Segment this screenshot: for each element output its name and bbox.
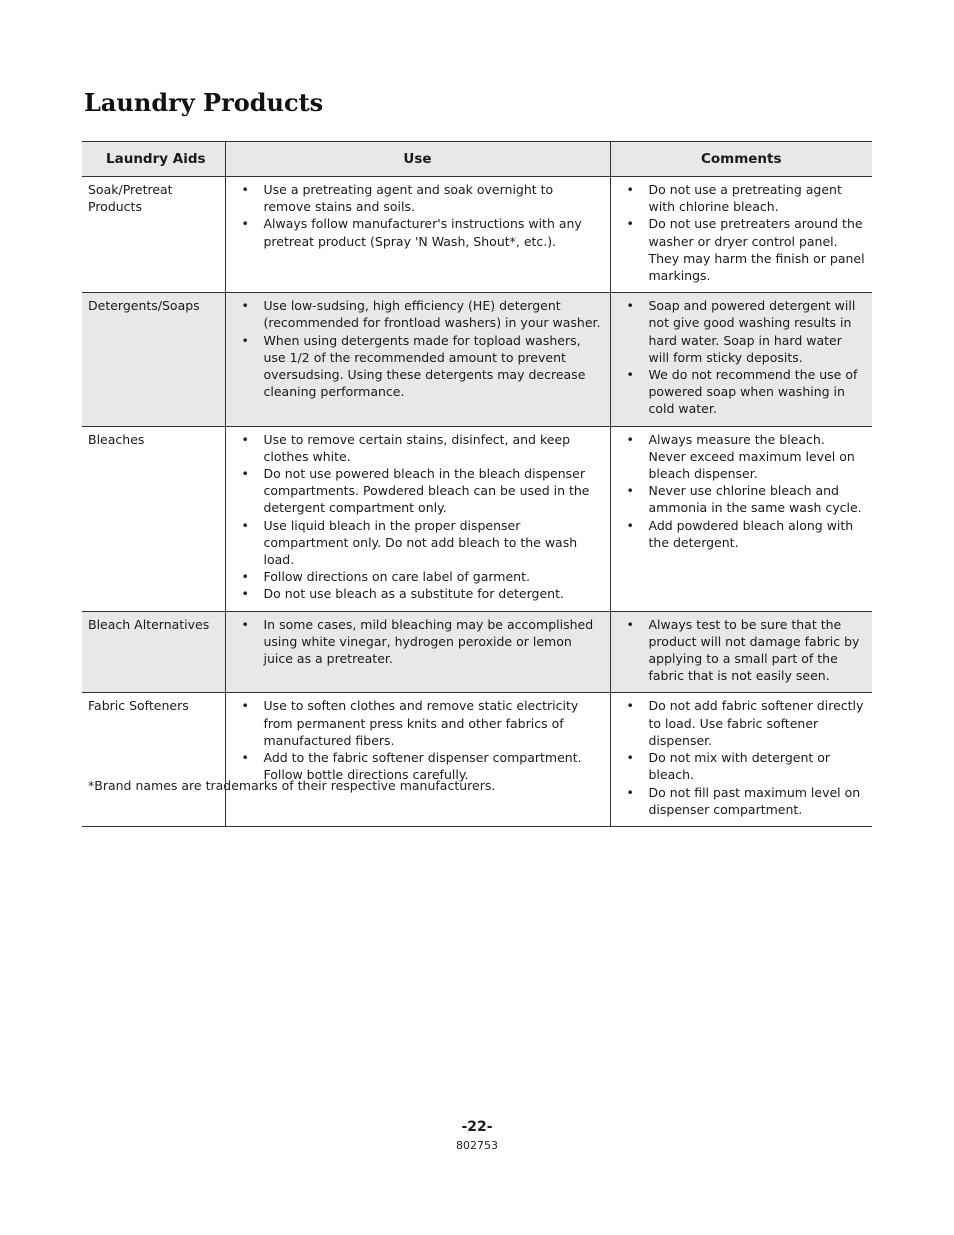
list-item: • Always test to be sure that the product will not damage fabric by applying to a small part of the fabric that is not easily seen. — [626, 616, 860, 684]
bullet-icon: • — [241, 517, 249, 533]
bullet-icon: • — [241, 298, 249, 314]
list-item: • Use a pretreating agent and soak overnight to remove stains and soils. — [241, 182, 554, 215]
use-cell — [225, 693, 610, 826]
list-item: • Do not use powered bleach in the bleach dispenser compartments. Powdered bleach can be used in the detergent compartment only. — [241, 466, 590, 516]
document-number: 802753 — [456, 1139, 498, 1152]
bullet-icon: • — [626, 483, 634, 499]
bullet-icon: • — [626, 517, 634, 533]
comments-cell — [610, 293, 872, 426]
bullet-icon: • — [626, 784, 634, 800]
bullet-icon: • — [626, 616, 634, 632]
laundry-products-table — [82, 141, 872, 827]
table-row-detergents-soaps — [82, 293, 872, 426]
comments-cell — [610, 693, 872, 826]
table-header-row — [82, 142, 872, 177]
bullet-icon: • — [241, 216, 249, 232]
bullet-icon: • — [241, 332, 249, 348]
aid-name: Soak/Pretreat Products — [82, 177, 225, 293]
table-row-fabric-softeners — [82, 693, 872, 826]
list-item: • Always follow manufacturer's instructions with any pretreat product (Spray 'N Wash, Shout*, etc.). — [241, 216, 582, 249]
bullet-icon: • — [626, 298, 634, 314]
list-item: • Use low-sudsing, high efficiency (HE) detergent (recommended for frontload washers) in your washer. — [241, 298, 601, 331]
bullet-icon: • — [626, 367, 634, 383]
list-item: • Do not use a pretreating agent with chlorine bleach. — [626, 182, 842, 215]
bullet-icon: • — [626, 182, 634, 197]
bullet-icon: • — [626, 750, 634, 766]
header-use: Use — [225, 142, 610, 177]
header-laundry-aids: Laundry Aids — [82, 142, 225, 177]
list-item: • Add to the fabric softener dispenser compartment. Follow bottle directions carefully. — [241, 750, 582, 783]
bullet-icon: • — [626, 216, 634, 232]
use-cell — [225, 426, 610, 611]
comments-cell — [610, 177, 872, 293]
aid-name: Detergents/Soaps — [82, 293, 225, 426]
header-comments: Comments — [610, 142, 872, 177]
comments-cell — [610, 611, 872, 693]
bullet-icon: • — [241, 616, 249, 632]
list-item: • Use to remove certain stains, disinfect, and keep clothes white. — [241, 431, 571, 464]
bullet-icon: • — [241, 431, 249, 447]
use-cell — [225, 293, 610, 426]
bullet-icon: • — [241, 698, 249, 714]
bullet-icon: • — [241, 466, 249, 482]
list-item: • Use to soften clothes and remove static electricity from permanent press knits and other fabrics of manufactured fibers. — [241, 698, 579, 748]
bullet-icon: • — [626, 431, 634, 447]
table-row-bleach-alternatives — [82, 611, 872, 693]
list-item: • Soap and powered detergent will not give good washing results in hard water. Soap in hard water will form sticky deposits. — [626, 298, 856, 365]
list-item: • Do not use pretreaters around the washer or dryer control panel. They may harm the finish or panel markings. — [626, 216, 865, 284]
list-item: • Add powdered bleach along with the detergent. — [626, 517, 854, 550]
list-item: • In some cases, mild bleaching may be accomplished using white vinegar, hydrogen peroxide or lemon juice as a pretreater. — [241, 616, 594, 667]
bullet-icon: • — [241, 586, 249, 602]
aid-name: Bleaches — [82, 426, 225, 611]
list-item: • Always measure the bleach. Never exceed maximum level on bleach dispenser. — [626, 431, 855, 482]
list-item: • Use liquid bleach in the proper dispenser compartment only. Do not add bleach to the wash load. — [241, 517, 578, 568]
list-item: • Do not use bleach as a substitute for detergent. — [241, 586, 564, 602]
page-title: Laundry Products — [84, 88, 324, 117]
list-item: • Never use chlorine bleach and ammonia in the same wash cycle. — [626, 483, 862, 516]
list-item: • We do not recommend the use of powered soap when washing in cold water. — [626, 367, 858, 417]
aid-name: Fabric Softeners — [82, 693, 225, 826]
list-item: • Follow directions on care label of garment. — [241, 569, 530, 585]
aid-name: Bleach Alternatives — [82, 611, 225, 693]
table-row-bleaches — [82, 426, 872, 611]
list-item: • Do not fill past maximum level on dispenser compartment. — [626, 784, 861, 817]
table-row-soak-pretreat — [82, 177, 872, 293]
trademark-footnote: *Brand names are trademarks of their respective manufacturers. — [88, 778, 496, 793]
bullet-icon: • — [241, 182, 249, 197]
list-item: • When using detergents made for topload washers, use 1/2 of the recommended amount to prevent oversudsing. Using these detergents may decrease cleaning performance. — [241, 332, 586, 400]
use-cell — [225, 177, 610, 293]
bullet-icon: • — [241, 750, 249, 766]
list-item: • Do not mix with detergent or bleach. — [626, 750, 831, 783]
bullet-icon: • — [241, 569, 249, 585]
list-item: • Do not add fabric softener directly to load. Use fabric softener dispenser. — [626, 698, 864, 748]
comments-cell — [610, 426, 872, 611]
bullet-icon: • — [626, 698, 634, 714]
page-number: -22- — [461, 1119, 493, 1135]
use-cell — [225, 611, 610, 693]
